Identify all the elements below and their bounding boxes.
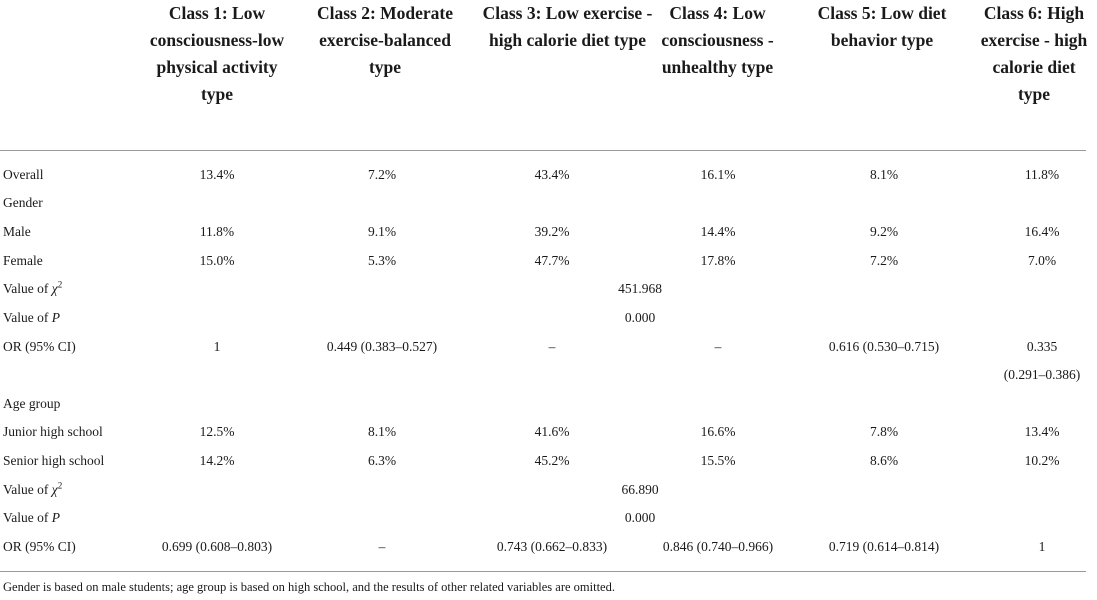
table-cell: 12.5%	[199, 424, 235, 439]
row-label: Male	[3, 224, 31, 239]
header-class-2: Class 2: Moderate exercise-balanced type	[316, 3, 454, 77]
table-cell-continuation: (0.291–0.386)	[1003, 367, 1081, 382]
row-label: Senior high school	[3, 453, 105, 468]
header-class-1: Class 1: Low consciousness-low physical activity type	[149, 3, 285, 104]
table-row	[0, 418, 1097, 446]
table-cell: 0.846 (0.740–0.966)	[662, 539, 774, 554]
table-cell: 7.2%	[367, 167, 397, 182]
table-cell: 0.616 (0.530–0.715)	[828, 339, 940, 354]
table-cell: 16.4%	[1024, 224, 1060, 239]
table-row	[0, 275, 1097, 303]
row-label: Value of $\chi^2$	[3, 480, 63, 497]
table-cell: 0.335	[1026, 339, 1058, 354]
table-row	[0, 247, 1097, 275]
table-cell: 14.4%	[700, 224, 736, 239]
table-cell: 17.8%	[700, 253, 736, 268]
row-label: OR (95% CI)	[3, 539, 76, 554]
table-cell: 0.449 (0.383–0.527)	[326, 339, 438, 354]
header-class-6: Class 6: High exercise - high calorie diet type	[980, 3, 1088, 104]
table-cell: 8.6%	[869, 453, 899, 468]
chi-square-value: 66.890	[621, 482, 659, 497]
chi-square-value: 451.968	[618, 281, 662, 296]
table-cell: –	[714, 339, 722, 354]
p-value: 0.000	[624, 510, 656, 525]
table-cell: 43.4%	[534, 167, 570, 182]
table-row	[0, 533, 1097, 561]
table-row	[0, 390, 1097, 418]
bottom-rule	[0, 571, 1086, 572]
table-cell: 15.0%	[199, 253, 235, 268]
table-cell: 1	[1038, 539, 1046, 554]
table-cell: 39.2%	[534, 224, 570, 239]
table-cell: 9.1%	[367, 224, 397, 239]
table-row	[0, 333, 1097, 382]
table-cell: 0.719 (0.614–0.814)	[828, 539, 940, 554]
table-cell: 1	[213, 339, 221, 354]
table-cell: 14.2%	[199, 453, 235, 468]
table-cell: 15.5%	[700, 453, 736, 468]
table-cell: 9.2%	[869, 224, 899, 239]
table-cell: 41.6%	[534, 424, 570, 439]
table-row	[0, 161, 1097, 189]
section-label-age-group: Age group	[3, 396, 61, 411]
header-rule	[0, 150, 1086, 151]
table-cell: 7.8%	[869, 424, 899, 439]
table-row	[0, 304, 1097, 332]
row-label: OR (95% CI)	[3, 339, 76, 354]
table-cell: 7.2%	[869, 253, 899, 268]
table-row	[0, 189, 1097, 217]
table-row	[0, 476, 1097, 504]
header-class-4: Class 4: Low consciousness - unhealthy type	[661, 3, 774, 77]
table-cell: 13.4%	[1024, 424, 1060, 439]
table-cell: 11.8%	[199, 224, 235, 239]
p-value: 0.000	[624, 310, 656, 325]
table-footnote: Gender is based on male students; age group is based on high school, and the results of other related variables are omitted.	[3, 580, 615, 594]
table-cell: 10.2%	[1024, 453, 1060, 468]
table-cell: 16.1%	[700, 167, 736, 182]
table-cell: –	[548, 339, 556, 354]
table-cell: 7.0%	[1027, 253, 1057, 268]
table-cell: 16.6%	[700, 424, 736, 439]
table-cell: 5.3%	[367, 253, 397, 268]
table-cell: 47.7%	[534, 253, 570, 268]
header-class-5: Class 5: Low diet behavior type	[817, 3, 947, 50]
row-label: Overall	[3, 167, 44, 182]
table-cell: 8.1%	[869, 167, 899, 182]
table-cell: 13.4%	[199, 167, 235, 182]
table-row	[0, 218, 1097, 246]
row-label: Value of P	[3, 310, 60, 325]
table-row	[0, 447, 1097, 475]
row-label: Junior high school	[3, 424, 103, 439]
header-class-3: Class 3: Low exercise - high calorie diet type	[482, 3, 653, 50]
row-label: Value of P	[3, 510, 60, 525]
table-cell: 11.8%	[1024, 167, 1060, 182]
row-label: Female	[3, 253, 43, 268]
table-row	[0, 504, 1097, 532]
table-cell: 0.743 (0.662–0.833)	[496, 539, 608, 554]
row-label: Value of $\chi^2$	[3, 279, 63, 296]
table-cell: 45.2%	[534, 453, 570, 468]
section-label-gender: Gender	[3, 195, 43, 210]
table-cell: 8.1%	[367, 424, 397, 439]
table-cell: –	[378, 539, 386, 554]
table-cell: 6.3%	[367, 453, 397, 468]
table-cell: 0.699 (0.608–0.803)	[161, 539, 273, 554]
